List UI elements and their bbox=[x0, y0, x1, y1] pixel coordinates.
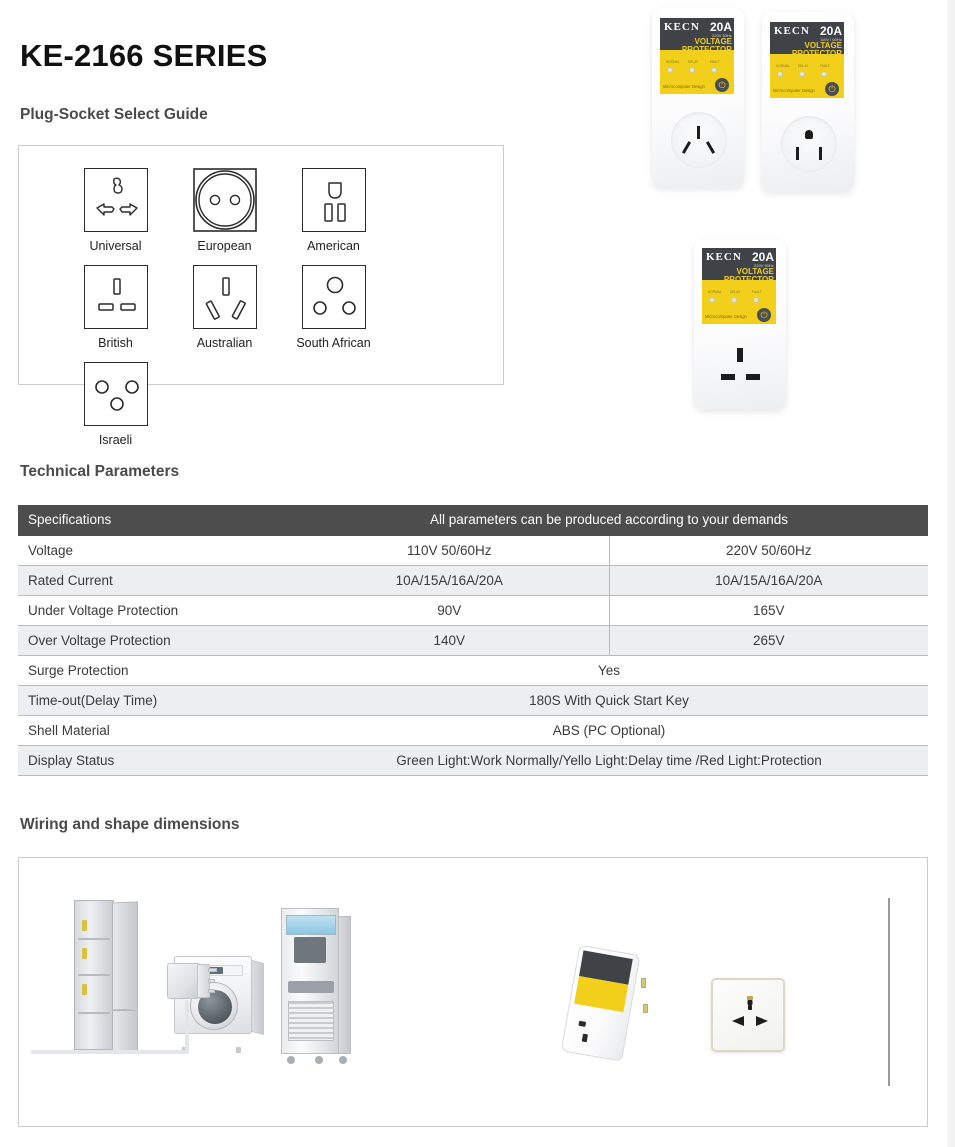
ice-machine-vent bbox=[288, 1001, 334, 1041]
brand-text: KECN bbox=[706, 251, 742, 263]
product-title-line1: VOLTAGE bbox=[804, 41, 842, 50]
led-caption-fault: FAULT bbox=[710, 60, 720, 64]
wall-socket-pins bbox=[713, 980, 787, 1054]
led-caption-delay: DELAY bbox=[688, 60, 699, 64]
row-value-110v: 110V 50/60Hz bbox=[290, 535, 609, 565]
led-caption-normal: NORMAL bbox=[776, 64, 790, 68]
universal-socket-icon bbox=[84, 168, 148, 232]
fridge-lower-door bbox=[112, 1010, 138, 1052]
protector-body bbox=[561, 945, 641, 1062]
power-cable-horizontal bbox=[31, 1050, 189, 1054]
plug-option-label: British bbox=[98, 336, 133, 350]
table-row bbox=[18, 595, 928, 625]
product-photo-group bbox=[640, 0, 955, 430]
israeli-socket-icon bbox=[84, 362, 148, 426]
product-unit-american bbox=[762, 12, 854, 192]
led-indicator-delay bbox=[731, 297, 737, 303]
wall-socket-faceplate bbox=[711, 978, 785, 1052]
product-unit-australian bbox=[652, 8, 744, 188]
table-row bbox=[18, 565, 928, 595]
plug-option-european[interactable] bbox=[170, 168, 279, 253]
led-indicator-fault bbox=[753, 297, 759, 303]
socket-recess bbox=[781, 116, 837, 172]
plug-option-australian[interactable] bbox=[170, 265, 279, 350]
fridge-shelf bbox=[78, 974, 110, 976]
power-button[interactable]: ⏻ bbox=[715, 78, 729, 92]
voltage-text: 110V / 60Hz bbox=[820, 37, 842, 42]
wiring-diagram-box bbox=[18, 857, 928, 1127]
product-unit-british bbox=[694, 240, 786, 410]
table-row bbox=[18, 715, 928, 745]
led-caption-delay: DELAY bbox=[730, 290, 741, 294]
protector-earth-pin bbox=[641, 978, 646, 988]
row-value-220v: 220V 50/60Hz bbox=[609, 535, 928, 565]
row-label: Shell Material bbox=[18, 715, 290, 745]
power-cable-vertical bbox=[185, 1000, 189, 1054]
led-caption-normal: NORMAL bbox=[708, 290, 722, 294]
row-label: Rated Current bbox=[18, 565, 290, 595]
wall-socket-illustration bbox=[711, 978, 789, 1056]
ice-machine-caster bbox=[315, 1056, 323, 1064]
plug-socket-grid bbox=[61, 168, 491, 459]
plug-option-british[interactable] bbox=[61, 265, 170, 350]
led-indicator-normal bbox=[709, 297, 715, 303]
amperage-text: 20A bbox=[820, 24, 843, 38]
row-value: 180S With Quick Start Key bbox=[290, 685, 928, 715]
power-button[interactable]: ⏻ bbox=[825, 82, 839, 96]
european-socket-icon bbox=[193, 168, 257, 232]
product-title-line1: VOLTAGE bbox=[694, 37, 732, 46]
uk-plug-earth-pin bbox=[208, 968, 217, 972]
protector-live-pin bbox=[643, 1004, 648, 1013]
table-body bbox=[18, 535, 928, 775]
product-title-line2: PROTECTOR bbox=[723, 275, 774, 284]
brand-text: KECN bbox=[664, 21, 700, 33]
tagline-text: Microcomputer Design bbox=[773, 88, 815, 93]
plug-option-universal[interactable] bbox=[61, 168, 170, 253]
ice-machine-caster bbox=[287, 1056, 295, 1064]
led-indicator-fault bbox=[711, 67, 717, 73]
australian-socket-icon bbox=[193, 265, 257, 329]
section-heading-technical: Technical Parameters bbox=[20, 463, 180, 480]
row-label: Display Status bbox=[18, 745, 290, 775]
fridge-shelf bbox=[78, 1012, 110, 1014]
washer-foot bbox=[236, 1047, 241, 1053]
socket-earth-slot bbox=[697, 126, 700, 139]
section-heading-wiring: Wiring and shape dimensions bbox=[20, 816, 240, 833]
row-label: Over Voltage Protection bbox=[18, 625, 290, 655]
row-value: Green Light:Work Normally/Yello Light:Delay time /Red Light:Protection bbox=[290, 745, 928, 775]
product-title-line1: VOLTAGE bbox=[736, 267, 774, 276]
fridge-shelf bbox=[78, 938, 110, 940]
plug-option-label: South African bbox=[296, 336, 371, 350]
ice-machine-dispenser bbox=[294, 937, 326, 963]
led-caption-delay: DELAY bbox=[798, 64, 809, 68]
table-row bbox=[18, 745, 928, 775]
tagline-text: Microcomputer Design bbox=[705, 314, 747, 319]
row-value: Yes bbox=[290, 655, 928, 685]
socket-neutral-slot bbox=[746, 374, 760, 380]
fridge-item bbox=[82, 920, 87, 931]
power-button[interactable]: ⏻ bbox=[757, 308, 771, 322]
plug-option-label: American bbox=[307, 239, 360, 253]
ice-machine-hopper bbox=[286, 915, 336, 935]
brand-text: KECN bbox=[774, 25, 810, 37]
ice-cream-machine-illustration bbox=[281, 908, 357, 1058]
socket-live-slot bbox=[721, 374, 735, 380]
row-value: ABS (PC Optional) bbox=[290, 715, 928, 745]
row-value-110v: 10A/15A/16A/20A bbox=[290, 565, 609, 595]
protector-socket-slot-live bbox=[578, 1021, 586, 1027]
fridge-item bbox=[82, 984, 87, 995]
ice-machine-caster bbox=[339, 1056, 347, 1064]
row-value-220v: 165V bbox=[609, 595, 928, 625]
table-header-row bbox=[18, 505, 928, 535]
amperage-text: 20A bbox=[710, 20, 733, 34]
led-indicator-normal bbox=[667, 67, 673, 73]
plug-option-israeli[interactable] bbox=[61, 362, 170, 447]
table-row bbox=[18, 535, 928, 565]
ice-machine-body bbox=[281, 908, 339, 1054]
page-title: KE-2166 SERIES bbox=[20, 38, 268, 73]
wiring-box-divider bbox=[888, 898, 890, 1086]
led-indicator-delay bbox=[689, 67, 695, 73]
row-label: Under Voltage Protection bbox=[18, 595, 290, 625]
row-value-220v: 10A/15A/16A/20A bbox=[609, 565, 928, 595]
socket-recess bbox=[671, 112, 727, 168]
voltage-text: 220V 50Hz bbox=[754, 263, 774, 268]
plug-option-label: Australian bbox=[196, 336, 253, 350]
uk-plug-illustration bbox=[167, 963, 219, 1005]
uk-plug-live-pin bbox=[208, 979, 215, 983]
amperage-text: 20A bbox=[752, 250, 775, 264]
row-label: Voltage bbox=[18, 535, 290, 565]
plug-socket-guide-box bbox=[18, 145, 504, 447]
row-value-220v: 265V bbox=[609, 625, 928, 655]
led-caption-normal: NORMAL bbox=[666, 60, 680, 64]
refrigerator-illustration bbox=[74, 900, 144, 1055]
socket-neutral-slot bbox=[819, 147, 822, 160]
uk-plug-body bbox=[167, 963, 201, 999]
plug-option-american[interactable] bbox=[279, 168, 388, 253]
plug-option-label: European bbox=[197, 239, 252, 253]
product-title-line2: PROTECTOR bbox=[791, 49, 842, 58]
plug-option-label: Universal bbox=[89, 239, 142, 253]
row-label: Surge Protection bbox=[18, 655, 290, 685]
socket-earth-slot bbox=[805, 130, 813, 139]
table-row bbox=[18, 685, 928, 715]
product-title-line2: PROTECTOR bbox=[681, 45, 732, 54]
header-note: All parameters can be produced according to your demands bbox=[290, 505, 928, 535]
led-caption-fault: FAULT bbox=[820, 64, 830, 68]
led-caption-fault: FAULT bbox=[752, 290, 762, 294]
plug-option-south-african[interactable] bbox=[279, 265, 388, 350]
technical-parameters-table bbox=[18, 505, 928, 776]
row-value-110v: 140V bbox=[290, 625, 609, 655]
row-value-110v: 90V bbox=[290, 595, 609, 625]
table-head bbox=[18, 505, 928, 535]
table-row bbox=[18, 655, 928, 685]
voltage-protector-diagram-unit bbox=[579, 950, 669, 1070]
south-african-socket-icon bbox=[302, 265, 366, 329]
ice-machine-drip-tray bbox=[288, 981, 334, 993]
table-row bbox=[18, 625, 928, 655]
uk-plug-neutral-pin bbox=[208, 989, 215, 993]
fridge-item bbox=[82, 948, 87, 959]
plug-option-label: Israeli bbox=[98, 433, 133, 447]
led-indicator-normal bbox=[777, 71, 783, 77]
protector-socket-slot-neutral bbox=[582, 1034, 588, 1043]
voltage-text: 220V 50Hz bbox=[712, 33, 732, 38]
american-socket-icon bbox=[302, 168, 366, 232]
section-heading-plug-guide: Plug-Socket Select Guide bbox=[20, 106, 208, 123]
led-indicator-delay bbox=[799, 71, 805, 77]
led-indicator-fault bbox=[821, 71, 827, 77]
socket-live-slot bbox=[796, 147, 799, 160]
row-label: Time-out(Delay Time) bbox=[18, 685, 290, 715]
fridge-upper-door bbox=[112, 902, 138, 1011]
socket-earth-slot bbox=[737, 348, 743, 362]
tagline-text: Microcomputer Design bbox=[663, 84, 705, 89]
british-socket-icon bbox=[84, 265, 148, 329]
header-specifications: Specifications bbox=[18, 505, 290, 535]
